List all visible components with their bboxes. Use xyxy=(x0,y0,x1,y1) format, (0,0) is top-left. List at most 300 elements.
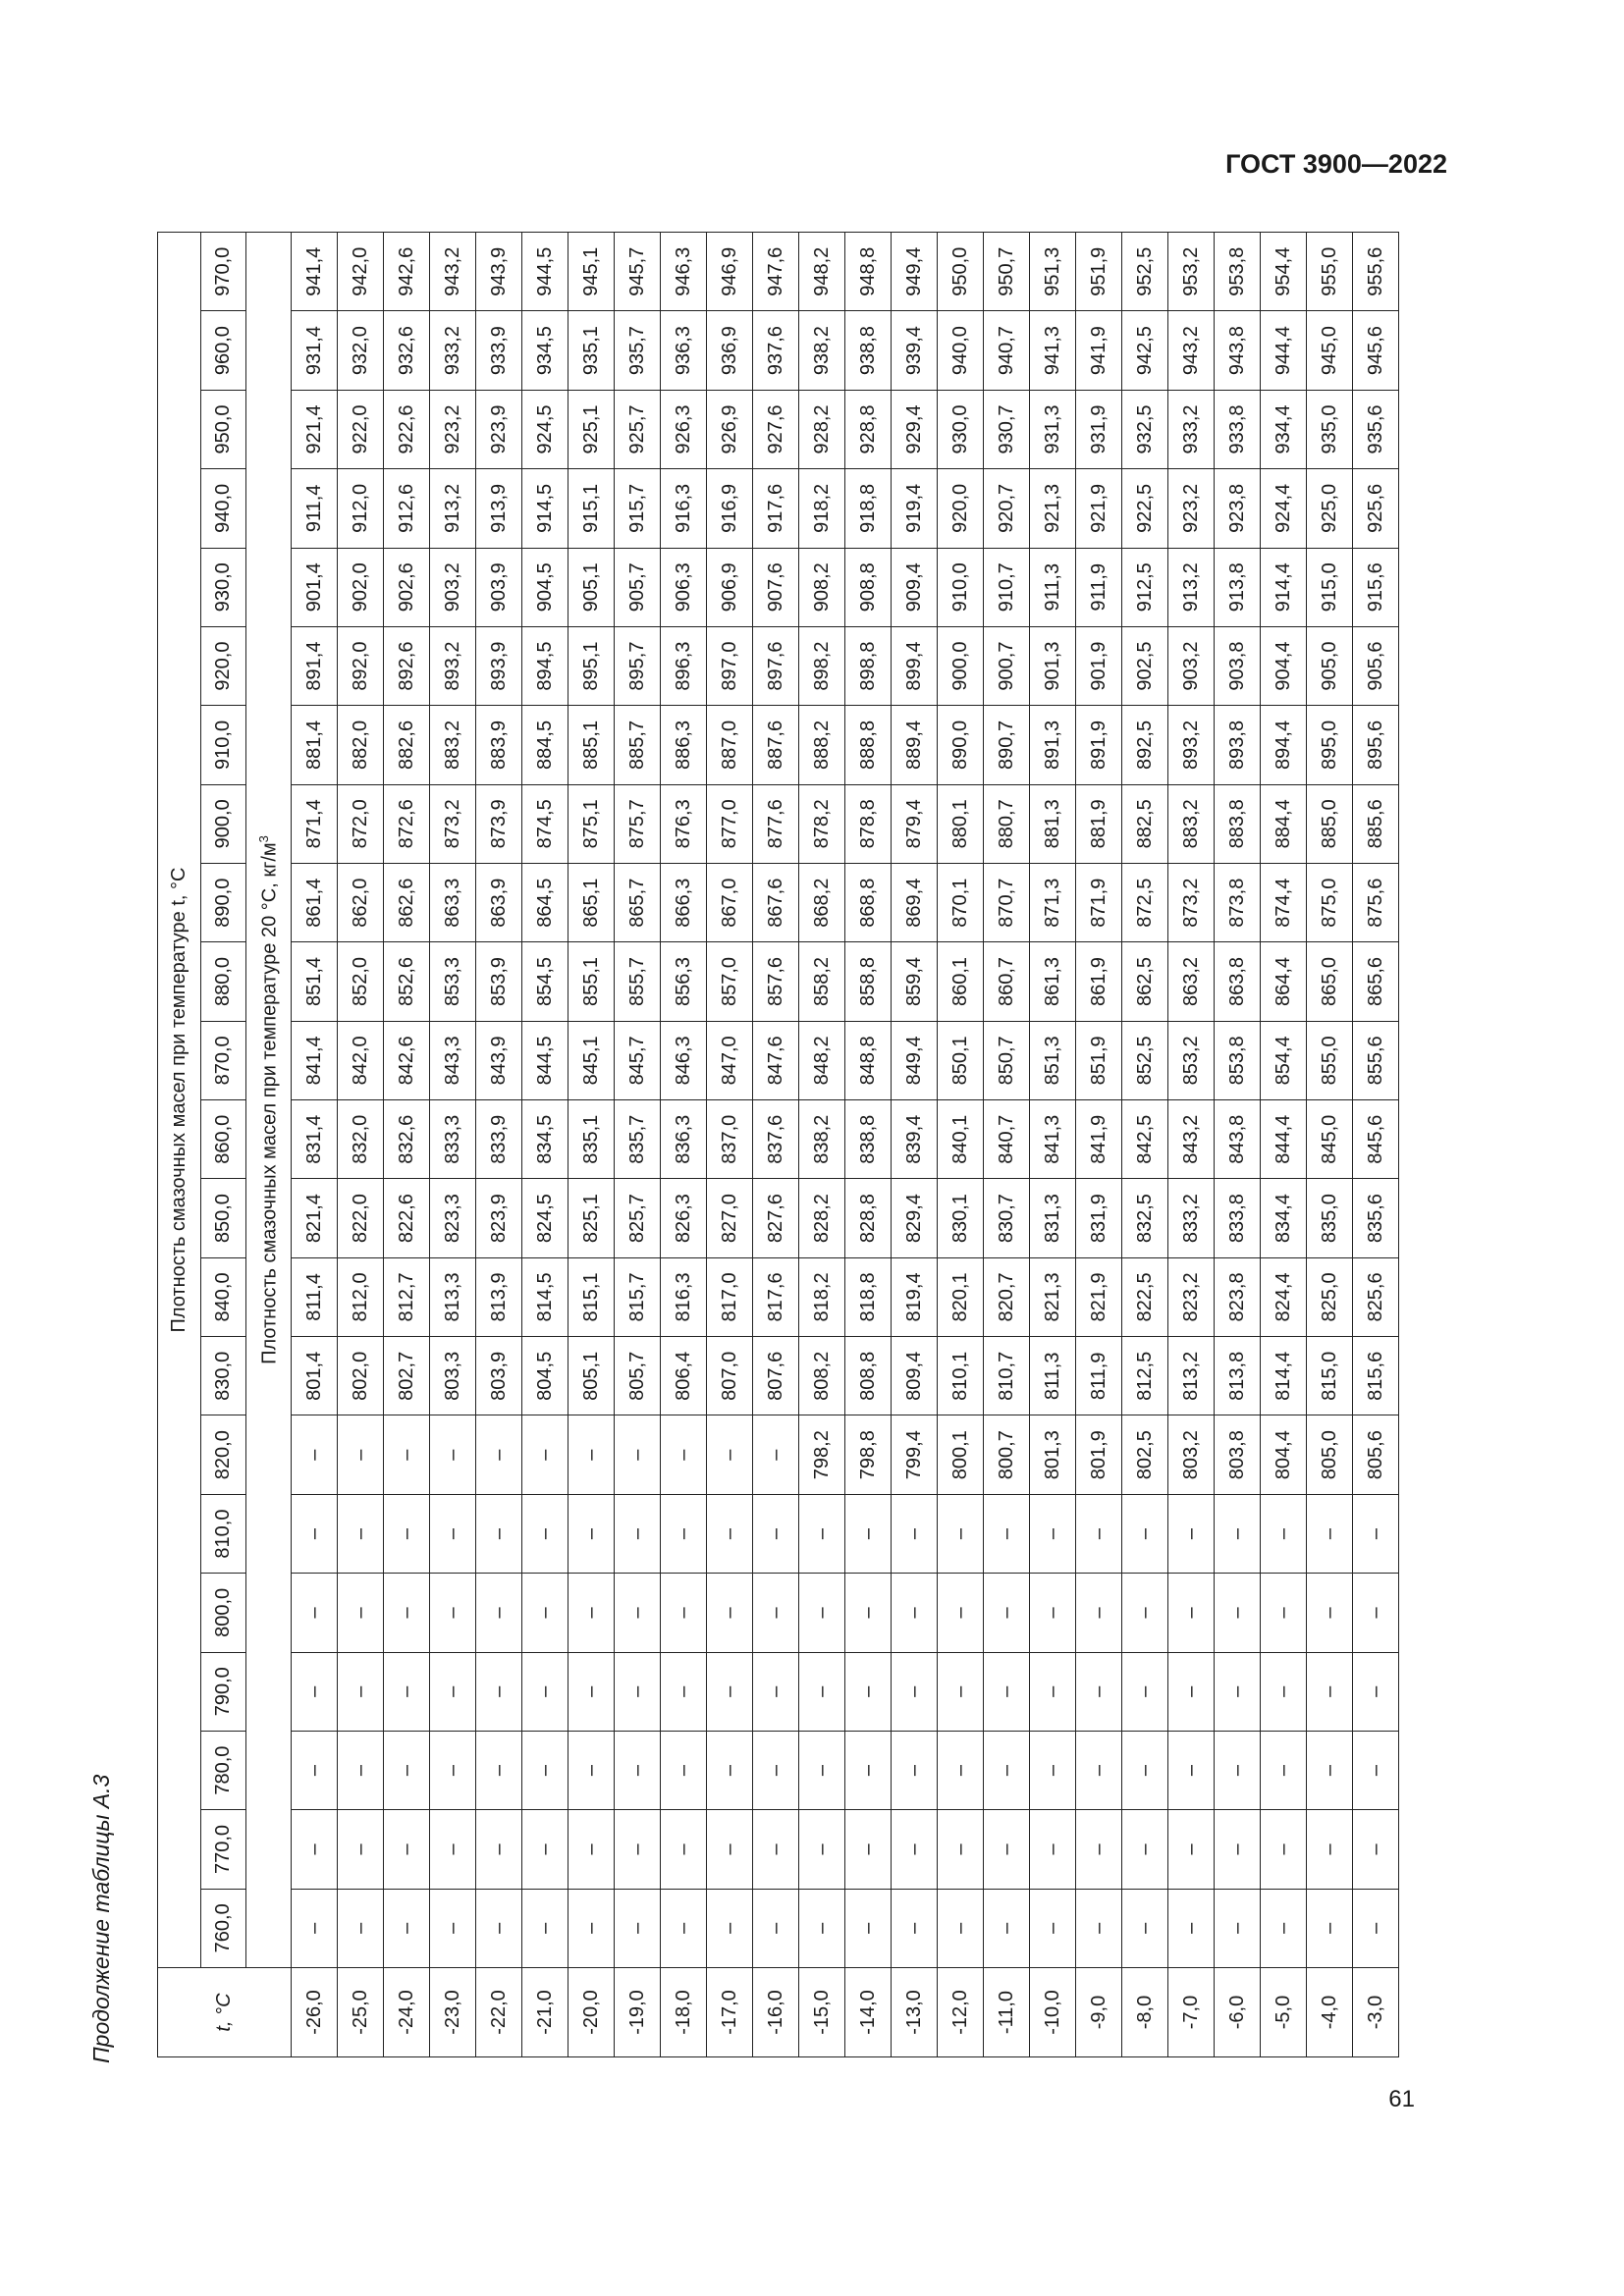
density-cell: – xyxy=(707,1652,753,1731)
density-cell: 842,6 xyxy=(384,1021,430,1099)
density-cell: – xyxy=(984,1810,1030,1889)
column-header-density: 910,0 xyxy=(201,706,246,784)
density-cell: 903,2 xyxy=(430,548,476,626)
density-cell: 874,5 xyxy=(522,784,568,863)
density-cell: – xyxy=(338,1889,384,1967)
density-cell: 921,4 xyxy=(292,390,338,468)
density-cell: 830,7 xyxy=(984,1179,1030,1257)
density-cell: – xyxy=(1076,1574,1122,1652)
density-cell: 925,6 xyxy=(1353,469,1399,548)
density-cell: 919,4 xyxy=(892,469,938,548)
density-cell: 952,5 xyxy=(1122,233,1168,311)
temperature-cell: -13,0 xyxy=(892,1968,938,2057)
density-cell: 812,7 xyxy=(384,1257,430,1336)
density-cell: – xyxy=(984,1652,1030,1731)
temperature-cell: -9,0 xyxy=(1076,1968,1122,2057)
density-cell: – xyxy=(892,1574,938,1652)
density-cell: 798,8 xyxy=(845,1415,892,1494)
density-cell: 835,6 xyxy=(1353,1179,1399,1257)
density-cell: – xyxy=(661,1731,707,1809)
density-cell: – xyxy=(522,1494,568,1573)
density-cell: 917,6 xyxy=(753,469,799,548)
density-cell: 852,6 xyxy=(384,942,430,1021)
density-cell: – xyxy=(292,1574,338,1652)
temperature-cell: -11,0 xyxy=(984,1968,1030,2057)
density-cell: 812,0 xyxy=(338,1257,384,1336)
density-cell: 842,5 xyxy=(1122,1100,1168,1179)
column-header-density: 890,0 xyxy=(201,863,246,941)
density-cell: 843,2 xyxy=(1168,1100,1215,1179)
table-row xyxy=(476,233,522,2057)
density-cell: 804,4 xyxy=(1261,1415,1307,1494)
density-cell: 805,1 xyxy=(568,1337,615,1415)
density-cell: 935,6 xyxy=(1353,390,1399,468)
density-cell: 813,9 xyxy=(476,1257,522,1336)
density-cell: 930,7 xyxy=(984,390,1030,468)
density-cell: 916,3 xyxy=(661,469,707,548)
density-cell: 852,5 xyxy=(1122,1021,1168,1099)
density-cell: – xyxy=(1076,1810,1122,1889)
density-cell: 823,8 xyxy=(1215,1257,1261,1336)
density-cell: – xyxy=(568,1652,615,1731)
density-cell: 931,4 xyxy=(292,311,338,390)
density-cell: 942,5 xyxy=(1122,311,1168,390)
table-row xyxy=(1076,233,1122,2057)
temperature-cell: -14,0 xyxy=(845,1968,892,2057)
table-row xyxy=(615,233,661,2057)
density-cell: 926,3 xyxy=(661,390,707,468)
density-cell: 833,9 xyxy=(476,1100,522,1179)
density-cell: 904,4 xyxy=(1261,626,1307,705)
density-cell: 805,6 xyxy=(1353,1415,1399,1494)
density-cell: 933,9 xyxy=(476,311,522,390)
density-cell: 819,4 xyxy=(892,1257,938,1336)
density-cell: – xyxy=(292,1731,338,1809)
density-cell: – xyxy=(845,1652,892,1731)
density-cell: – xyxy=(1307,1652,1353,1731)
density-cell: 923,2 xyxy=(430,390,476,468)
density-cell: 814,5 xyxy=(522,1257,568,1336)
density-cell: 904,5 xyxy=(522,548,568,626)
density-cell: – xyxy=(568,1415,615,1494)
density-cell: 888,8 xyxy=(845,706,892,784)
table-row xyxy=(661,233,707,2057)
density-cell: – xyxy=(661,1494,707,1573)
density-cell: 847,0 xyxy=(707,1021,753,1099)
density-cell: 936,3 xyxy=(661,311,707,390)
density-cell: 883,9 xyxy=(476,706,522,784)
density-cell: 913,2 xyxy=(430,469,476,548)
density-cell: – xyxy=(338,1574,384,1652)
density-cell: 880,1 xyxy=(938,784,984,863)
density-cell: – xyxy=(384,1652,430,1731)
density-cell: 855,1 xyxy=(568,942,615,1021)
density-cell: 878,8 xyxy=(845,784,892,863)
table-row xyxy=(1261,233,1307,2057)
density-cell: 902,6 xyxy=(384,548,430,626)
density-cell: 892,0 xyxy=(338,626,384,705)
density-cell: 807,0 xyxy=(707,1337,753,1415)
document-header: ГОСТ 3900—2022 xyxy=(1225,149,1447,179)
density-cell: 811,3 xyxy=(1030,1337,1076,1415)
density-cell: 865,6 xyxy=(1353,942,1399,1021)
density-cell: 890,0 xyxy=(938,706,984,784)
density-table xyxy=(157,232,1399,2057)
density-cell: – xyxy=(1076,1889,1122,1967)
density-cell: – xyxy=(292,1415,338,1494)
density-cell: 943,2 xyxy=(1168,311,1215,390)
density-cell: 881,4 xyxy=(292,706,338,784)
density-cell: 892,6 xyxy=(384,626,430,705)
density-cell: – xyxy=(938,1652,984,1731)
density-cell: – xyxy=(1168,1810,1215,1889)
density-cell: 824,4 xyxy=(1261,1257,1307,1336)
density-cell: 875,0 xyxy=(1307,863,1353,941)
density-cell: 835,1 xyxy=(568,1100,615,1179)
density-cell: 914,4 xyxy=(1261,548,1307,626)
table-row xyxy=(892,233,938,2057)
temperature-cell: -25,0 xyxy=(338,1968,384,2057)
density-cell: – xyxy=(1030,1494,1076,1573)
density-cell: – xyxy=(753,1415,799,1494)
temperature-cell: -7,0 xyxy=(1168,1968,1215,2057)
density-cell: 896,3 xyxy=(661,626,707,705)
density-cell: – xyxy=(292,1810,338,1889)
density-cell: – xyxy=(1168,1731,1215,1809)
density-cell: 832,6 xyxy=(384,1100,430,1179)
density-cell: 805,0 xyxy=(1307,1415,1353,1494)
density-cell: 911,4 xyxy=(292,469,338,548)
density-cell: 804,5 xyxy=(522,1337,568,1415)
density-cell: 923,9 xyxy=(476,390,522,468)
density-cell: 885,7 xyxy=(615,706,661,784)
density-cell: 828,2 xyxy=(799,1179,845,1257)
density-cell: 900,7 xyxy=(984,626,1030,705)
density-cell: 825,6 xyxy=(1353,1257,1399,1336)
density-cell: 814,4 xyxy=(1261,1337,1307,1415)
density-cell: – xyxy=(1122,1652,1168,1731)
density-cell: – xyxy=(845,1574,892,1652)
temperature-cell: -12,0 xyxy=(938,1968,984,2057)
density-cell: 811,9 xyxy=(1076,1337,1122,1415)
density-cell: – xyxy=(1353,1889,1399,1967)
density-cell: – xyxy=(1168,1574,1215,1652)
density-cell: 805,7 xyxy=(615,1337,661,1415)
density-cell: 945,1 xyxy=(568,233,615,311)
density-cell: 822,5 xyxy=(1122,1257,1168,1336)
density-cell: – xyxy=(892,1494,938,1573)
density-cell: – xyxy=(1261,1889,1307,1967)
density-cell: – xyxy=(1168,1494,1215,1573)
temperature-cell: -21,0 xyxy=(522,1968,568,2057)
density-cell: 943,8 xyxy=(1215,311,1261,390)
density-cell: 863,2 xyxy=(1168,942,1215,1021)
density-cell: 933,2 xyxy=(1168,390,1215,468)
density-cell: 838,2 xyxy=(799,1100,845,1179)
density-cell: 944,4 xyxy=(1261,311,1307,390)
column-header-density: 920,0 xyxy=(201,626,246,705)
density-cell: 910,7 xyxy=(984,548,1030,626)
density-cell: – xyxy=(1215,1494,1261,1573)
density-cell: 831,3 xyxy=(1030,1179,1076,1257)
density-cell: – xyxy=(615,1889,661,1967)
density-cell: – xyxy=(1076,1494,1122,1573)
density-cell: 864,4 xyxy=(1261,942,1307,1021)
density-cell: – xyxy=(568,1494,615,1573)
density-cell: – xyxy=(292,1889,338,1967)
density-cell: – xyxy=(845,1889,892,1967)
density-cell: 873,8 xyxy=(1215,863,1261,941)
density-cell: – xyxy=(753,1574,799,1652)
density-cell: 891,3 xyxy=(1030,706,1076,784)
density-cell: 810,7 xyxy=(984,1337,1030,1415)
density-cell: 925,1 xyxy=(568,390,615,468)
density-cell: 843,3 xyxy=(430,1021,476,1099)
table-row xyxy=(845,233,892,2057)
density-cell: 955,0 xyxy=(1307,233,1353,311)
density-cell: 812,5 xyxy=(1122,1337,1168,1415)
density-cell: 826,3 xyxy=(661,1179,707,1257)
density-cell: – xyxy=(615,1494,661,1573)
density-cell: – xyxy=(1353,1652,1399,1731)
density-cell: 950,7 xyxy=(984,233,1030,311)
density-cell: 940,0 xyxy=(938,311,984,390)
density-cell: 841,3 xyxy=(1030,1100,1076,1179)
density-cell: 808,8 xyxy=(845,1337,892,1415)
density-cell: – xyxy=(1076,1652,1122,1731)
density-cell: 873,9 xyxy=(476,784,522,863)
density-cell: – xyxy=(984,1494,1030,1573)
density-cell: 838,8 xyxy=(845,1100,892,1179)
density-cell: – xyxy=(476,1494,522,1573)
density-cell: 908,8 xyxy=(845,548,892,626)
table-row xyxy=(753,233,799,2057)
table-caption: Продолжение таблицы А.3 xyxy=(88,1774,114,2063)
density-cell: – xyxy=(430,1494,476,1573)
density-cell: – xyxy=(1215,1731,1261,1809)
density-cell: 875,7 xyxy=(615,784,661,863)
density-cell: – xyxy=(1307,1574,1353,1652)
density-cell: 915,7 xyxy=(615,469,661,548)
density-cell: – xyxy=(568,1574,615,1652)
density-cell: – xyxy=(938,1494,984,1573)
density-cell: 895,1 xyxy=(568,626,615,705)
density-cell: 887,0 xyxy=(707,706,753,784)
density-cell: – xyxy=(1307,1889,1353,1967)
density-cell: – xyxy=(1261,1652,1307,1731)
density-cell: 799,4 xyxy=(892,1415,938,1494)
density-cell: 948,8 xyxy=(845,233,892,311)
density-cell: 855,6 xyxy=(1353,1021,1399,1099)
density-cell: 835,0 xyxy=(1307,1179,1353,1257)
density-cell: 950,0 xyxy=(938,233,984,311)
density-cell: – xyxy=(984,1731,1030,1809)
density-cell: 928,2 xyxy=(799,390,845,468)
density-cell: 802,0 xyxy=(338,1337,384,1415)
density-cell: 840,1 xyxy=(938,1100,984,1179)
density-cell: 923,8 xyxy=(1215,469,1261,548)
density-cell: 861,3 xyxy=(1030,942,1076,1021)
density-cell: – xyxy=(568,1889,615,1967)
density-cell: 891,9 xyxy=(1076,706,1122,784)
density-cell: 906,3 xyxy=(661,548,707,626)
density-cell: 851,3 xyxy=(1030,1021,1076,1099)
density-cell: 892,5 xyxy=(1122,706,1168,784)
density-cell: 813,3 xyxy=(430,1257,476,1336)
column-header-density: 790,0 xyxy=(201,1652,246,1731)
density-cell: – xyxy=(892,1810,938,1889)
density-cell: – xyxy=(430,1574,476,1652)
density-cell: – xyxy=(984,1574,1030,1652)
density-cell: – xyxy=(1215,1889,1261,1967)
density-cell: 884,4 xyxy=(1261,784,1307,863)
density-cell: – xyxy=(1122,1574,1168,1652)
density-cell: 893,9 xyxy=(476,626,522,705)
density-cell: 891,4 xyxy=(292,626,338,705)
density-cell: – xyxy=(1122,1494,1168,1573)
density-cell: 845,6 xyxy=(1353,1100,1399,1179)
density-cell: 825,0 xyxy=(1307,1257,1353,1336)
density-cell: – xyxy=(661,1415,707,1494)
density-cell: 923,2 xyxy=(1168,469,1215,548)
density-cell: 821,3 xyxy=(1030,1257,1076,1336)
temperature-cell: -10,0 xyxy=(1030,1968,1076,2057)
density-cell: 853,9 xyxy=(476,942,522,1021)
density-cell: – xyxy=(384,1574,430,1652)
density-cell: – xyxy=(1030,1652,1076,1731)
density-cell: 836,3 xyxy=(661,1100,707,1179)
density-cell: – xyxy=(615,1415,661,1494)
density-cell: – xyxy=(476,1574,522,1652)
density-cell: – xyxy=(615,1731,661,1809)
density-cell: 868,2 xyxy=(799,863,845,941)
density-table-wrapper xyxy=(157,232,1399,2057)
density-cell: 947,6 xyxy=(753,233,799,311)
density-cell: 954,4 xyxy=(1261,233,1307,311)
density-cell: 851,9 xyxy=(1076,1021,1122,1099)
density-cell: – xyxy=(1307,1731,1353,1809)
temperature-cell: -26,0 xyxy=(292,1968,338,2057)
density-cell: – xyxy=(338,1652,384,1731)
density-cell: 803,9 xyxy=(476,1337,522,1415)
density-cell: 802,5 xyxy=(1122,1415,1168,1494)
density-cell: 827,0 xyxy=(707,1179,753,1257)
density-cell: – xyxy=(892,1731,938,1809)
density-cell: 895,0 xyxy=(1307,706,1353,784)
density-cell: 820,7 xyxy=(984,1257,1030,1336)
density-cell: 912,5 xyxy=(1122,548,1168,626)
table-row xyxy=(707,233,753,2057)
density-cell: – xyxy=(799,1810,845,1889)
density-cell: 945,7 xyxy=(615,233,661,311)
density-cell: 883,2 xyxy=(1168,784,1215,863)
density-cell: 888,2 xyxy=(799,706,845,784)
density-cell: 887,6 xyxy=(753,706,799,784)
density-cell: 850,7 xyxy=(984,1021,1030,1099)
density-cell: 840,7 xyxy=(984,1100,1030,1179)
density-cell: 811,4 xyxy=(292,1257,338,1336)
density-cell: – xyxy=(476,1415,522,1494)
density-cell: 922,0 xyxy=(338,390,384,468)
density-cell: – xyxy=(753,1731,799,1809)
density-cell: 939,4 xyxy=(892,311,938,390)
column-header-density: 780,0 xyxy=(201,1731,246,1809)
density-cell: 833,2 xyxy=(1168,1179,1215,1257)
density-cell: 895,6 xyxy=(1353,706,1399,784)
density-cell: 912,0 xyxy=(338,469,384,548)
density-cell: 875,6 xyxy=(1353,863,1399,941)
density-cell: 903,9 xyxy=(476,548,522,626)
density-cell: 948,2 xyxy=(799,233,845,311)
density-cell: 803,8 xyxy=(1215,1415,1261,1494)
density-cell: – xyxy=(430,1810,476,1889)
table-row xyxy=(522,233,568,2057)
density-cell: 870,7 xyxy=(984,863,1030,941)
density-cell: 829,4 xyxy=(892,1179,938,1257)
density-cell: 921,9 xyxy=(1076,469,1122,548)
density-cell: – xyxy=(799,1494,845,1573)
density-cell: – xyxy=(1261,1574,1307,1652)
density-cell: 845,0 xyxy=(1307,1100,1353,1179)
column-header-density: 900,0 xyxy=(201,784,246,863)
density-cell: 868,8 xyxy=(845,863,892,941)
density-cell: 898,2 xyxy=(799,626,845,705)
density-cell: – xyxy=(476,1810,522,1889)
density-cell: 940,7 xyxy=(984,311,1030,390)
density-cell: 938,2 xyxy=(799,311,845,390)
density-cell: 871,3 xyxy=(1030,863,1076,941)
density-cell: – xyxy=(522,1415,568,1494)
density-cell: 862,0 xyxy=(338,863,384,941)
density-cell: 815,1 xyxy=(568,1257,615,1336)
density-cell: – xyxy=(384,1810,430,1889)
density-cell: 858,2 xyxy=(799,942,845,1021)
density-cell: – xyxy=(522,1652,568,1731)
density-cell: 921,3 xyxy=(1030,469,1076,548)
density-cell: 824,5 xyxy=(522,1179,568,1257)
column-header-density: 850,0 xyxy=(201,1179,246,1257)
density-cell: 843,9 xyxy=(476,1021,522,1099)
density-cell: 907,6 xyxy=(753,548,799,626)
density-cell: – xyxy=(338,1810,384,1889)
density-cell: 903,2 xyxy=(1168,626,1215,705)
density-cell: 915,6 xyxy=(1353,548,1399,626)
density-cell: 946,3 xyxy=(661,233,707,311)
temperature-cell: -23,0 xyxy=(430,1968,476,2057)
density-cell: 815,7 xyxy=(615,1257,661,1336)
density-cell: 905,0 xyxy=(1307,626,1353,705)
density-cell: 848,8 xyxy=(845,1021,892,1099)
density-cell: 905,1 xyxy=(568,548,615,626)
density-cell: 853,8 xyxy=(1215,1021,1261,1099)
table-row xyxy=(1168,233,1215,2057)
density-cell: – xyxy=(338,1494,384,1573)
density-cell: 902,5 xyxy=(1122,626,1168,705)
density-cell: 909,4 xyxy=(892,548,938,626)
density-cell: 860,1 xyxy=(938,942,984,1021)
density-cell: 946,9 xyxy=(707,233,753,311)
density-cell: – xyxy=(938,1731,984,1809)
density-cell: 900,0 xyxy=(938,626,984,705)
density-cell: – xyxy=(476,1731,522,1809)
density-cell: 816,3 xyxy=(661,1257,707,1336)
column-header-density: 930,0 xyxy=(201,548,246,626)
density-cell: – xyxy=(1030,1810,1076,1889)
density-cell: 800,1 xyxy=(938,1415,984,1494)
density-cell: 882,0 xyxy=(338,706,384,784)
density-cell: 854,5 xyxy=(522,942,568,1021)
t-column-header-text: t, °C xyxy=(213,1993,235,2032)
